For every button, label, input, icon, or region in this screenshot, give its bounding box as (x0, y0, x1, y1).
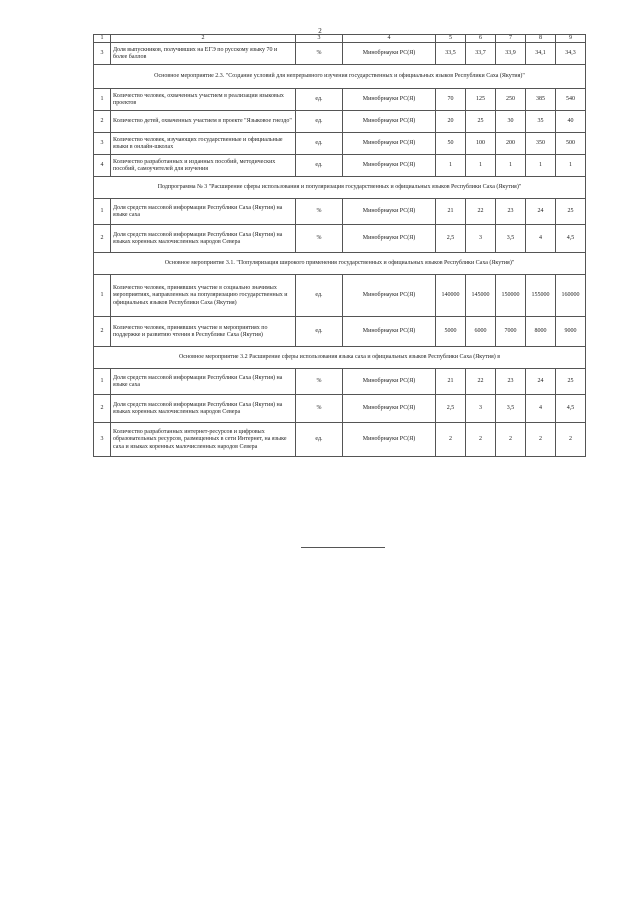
table-row (94, 423, 586, 457)
value-cell: 150000 (496, 275, 526, 317)
unit: ед. (296, 89, 343, 111)
section-title: Основное мероприятие 3.2 Расширение сферы использования языка саха и официальных языков Республики Саха (Якутия) в (94, 347, 586, 369)
value-cell: 540 (556, 89, 586, 111)
value-cell: 250 (496, 89, 526, 111)
table-row (94, 111, 586, 133)
value-cell: 3,5 (496, 225, 526, 253)
section-row (94, 347, 586, 369)
value-cell: 40 (556, 111, 586, 133)
value-cell: 4,5 (556, 395, 586, 423)
unit: ед. (296, 155, 343, 177)
indicator-name: Количество детей, охваченных участием в проекте "Языковое гнездо" (111, 111, 296, 133)
row-number: 1 (94, 275, 111, 317)
unit: % (296, 369, 343, 395)
header-cell: 5 (436, 35, 466, 43)
value-cell: 6000 (466, 317, 496, 347)
section-row (94, 177, 586, 199)
value-cell: 1 (496, 155, 526, 177)
responsible-org: Минобрнауки РС(Я) (343, 225, 436, 253)
value-cell: 5000 (436, 317, 466, 347)
value-cell: 2 (436, 423, 466, 457)
responsible-org: Минобрнауки РС(Я) (343, 43, 436, 65)
value-cell: 9000 (556, 317, 586, 347)
header-cell: 8 (526, 35, 556, 43)
value-cell: 8000 (526, 317, 556, 347)
row-number: 1 (94, 89, 111, 111)
value-cell: 7000 (496, 317, 526, 347)
indicator-name: Количество человек, принявших участие в социально значимых мероприятиях, направленных на популяризацию государственных и официальных языков Республики Саха (Якутия) (111, 275, 296, 317)
table-row (94, 89, 586, 111)
value-cell: 1 (526, 155, 556, 177)
responsible-org: Минобрнауки РС(Я) (343, 89, 436, 111)
section-title: Подпрограмма № 3 "Расширение сферы использования и популяризация государственных и официальных языков Республики Саха (Якутия)" (94, 177, 586, 199)
value-cell: 24 (526, 369, 556, 395)
indicator-name: Доля средств массовой информации Республики Саха (Якутия) на языке саха (111, 369, 296, 395)
indicator-name: Количество разработанных интернет-ресурсов и цифровых образовательных ресурсов, размещенных в сети Интернет, на языке саха и языках коренных малочисленных народов Севера (111, 423, 296, 457)
responsible-org: Минобрнауки РС(Я) (343, 275, 436, 317)
table-row (94, 225, 586, 253)
unit: ед. (296, 133, 343, 155)
value-cell: 350 (526, 133, 556, 155)
value-cell: 35 (526, 111, 556, 133)
page-number: 2 (318, 27, 322, 35)
section-row (94, 65, 586, 89)
value-cell: 500 (556, 133, 586, 155)
value-cell: 3,5 (496, 395, 526, 423)
value-cell: 125 (466, 89, 496, 111)
header-cell: 6 (466, 35, 496, 43)
value-cell: 200 (496, 133, 526, 155)
value-cell: 25 (556, 199, 586, 225)
unit: ед. (296, 423, 343, 457)
value-cell: 145000 (466, 275, 496, 317)
responsible-org: Минобрнауки РС(Я) (343, 111, 436, 133)
table-row (94, 369, 586, 395)
row-number: 4 (94, 155, 111, 177)
unit: ед. (296, 275, 343, 317)
table-row (94, 317, 586, 347)
row-number: 1 (94, 369, 111, 395)
row-number: 3 (94, 133, 111, 155)
footnote-separator-line (301, 547, 385, 548)
indicator-name: Доля средств массовой информации Республики Саха (Якутия) на языке саха (111, 199, 296, 225)
indicators-table (93, 34, 586, 457)
unit: % (296, 199, 343, 225)
header-cell: 4 (343, 35, 436, 43)
responsible-org: Минобрнауки РС(Я) (343, 369, 436, 395)
row-number: 1 (94, 199, 111, 225)
unit: % (296, 395, 343, 423)
value-cell: 22 (466, 369, 496, 395)
table-row (94, 395, 586, 423)
value-cell: 34,3 (556, 43, 586, 65)
value-cell: 50 (436, 133, 466, 155)
table-row (94, 43, 586, 65)
value-cell: 1 (556, 155, 586, 177)
indicator-name: Доля средств массовой информации Республики Саха (Якутия) на языках коренных малочисленных народов Севера (111, 225, 296, 253)
value-cell: 25 (556, 369, 586, 395)
row-number: 2 (94, 111, 111, 133)
responsible-org: Минобрнауки РС(Я) (343, 317, 436, 347)
row-number: 2 (94, 395, 111, 423)
value-cell: 4,5 (556, 225, 586, 253)
value-cell: 23 (496, 199, 526, 225)
header-cell: 3 (296, 35, 343, 43)
value-cell: 100 (466, 133, 496, 155)
value-cell: 2 (496, 423, 526, 457)
responsible-org: Минобрнауки РС(Я) (343, 395, 436, 423)
unit: % (296, 225, 343, 253)
value-cell: 33,7 (466, 43, 496, 65)
value-cell: 160000 (556, 275, 586, 317)
value-cell: 34,1 (526, 43, 556, 65)
value-cell: 3 (466, 395, 496, 423)
value-cell: 30 (496, 111, 526, 133)
value-cell: 25 (466, 111, 496, 133)
unit: ед. (296, 317, 343, 347)
header-cell: 9 (556, 35, 586, 43)
value-cell: 2 (556, 423, 586, 457)
value-cell: 22 (466, 199, 496, 225)
value-cell: 1 (466, 155, 496, 177)
value-cell: 23 (496, 369, 526, 395)
value-cell: 4 (526, 395, 556, 423)
value-cell: 21 (436, 369, 466, 395)
row-number: 3 (94, 43, 111, 65)
indicator-name: Количество человек, охваченных участием в реализации языковых проектов (111, 89, 296, 111)
responsible-org: Минобрнауки РС(Я) (343, 423, 436, 457)
value-cell: 2,5 (436, 225, 466, 253)
indicator-name: Доля средств массовой информации Республики Саха (Якутия) на языках коренных малочисленных народов Севера (111, 395, 296, 423)
unit: % (296, 43, 343, 65)
row-number: 2 (94, 225, 111, 253)
table-row (94, 199, 586, 225)
table-row (94, 275, 586, 317)
value-cell: 2 (466, 423, 496, 457)
value-cell: 4 (526, 225, 556, 253)
value-cell: 20 (436, 111, 466, 133)
table-row (94, 133, 586, 155)
value-cell: 2,5 (436, 395, 466, 423)
value-cell: 140000 (436, 275, 466, 317)
value-cell: 21 (436, 199, 466, 225)
value-cell: 33,9 (496, 43, 526, 65)
row-number: 2 (94, 317, 111, 347)
header-row (94, 35, 586, 43)
row-number: 3 (94, 423, 111, 457)
value-cell: 33,5 (436, 43, 466, 65)
indicator-name: Количество разработанных и изданных пособий, методических пособий, самоучителей для изучения (111, 155, 296, 177)
value-cell: 70 (436, 89, 466, 111)
value-cell: 3 (466, 225, 496, 253)
responsible-org: Минобрнауки РС(Я) (343, 133, 436, 155)
section-row (94, 253, 586, 275)
value-cell: 2 (526, 423, 556, 457)
indicator-name: Количество человек, принявших участие в мероприятиях по поддержке и развитию чтения в Республике Саха (Якутия) (111, 317, 296, 347)
indicators-table-body (94, 35, 586, 457)
value-cell: 385 (526, 89, 556, 111)
responsible-org: Минобрнауки РС(Я) (343, 155, 436, 177)
value-cell: 155000 (526, 275, 556, 317)
unit: ед. (296, 111, 343, 133)
value-cell: 1 (436, 155, 466, 177)
value-cell: 24 (526, 199, 556, 225)
section-title: Основное мероприятие 3.1. "Популяризация широкого применения государственных и официальных языков Республики Саха (Якутия)" (94, 253, 586, 275)
responsible-org: Минобрнауки РС(Я) (343, 199, 436, 225)
section-title: Основное мероприятие 2.3. "Создание условий для непрерывного изучения государственных и официальных языков Республики Саха (Якутия)" (94, 65, 586, 89)
table-row (94, 155, 586, 177)
header-cell: 1 (94, 35, 111, 43)
indicator-name: Доля выпускников, получивших на ЕГЭ по русскому языку 70 и более баллов (111, 43, 296, 65)
header-cell: 7 (496, 35, 526, 43)
header-cell: 2 (111, 35, 296, 43)
indicator-name: Количество человек, изучающих государственные и официальные языки в онлайн-школах (111, 133, 296, 155)
